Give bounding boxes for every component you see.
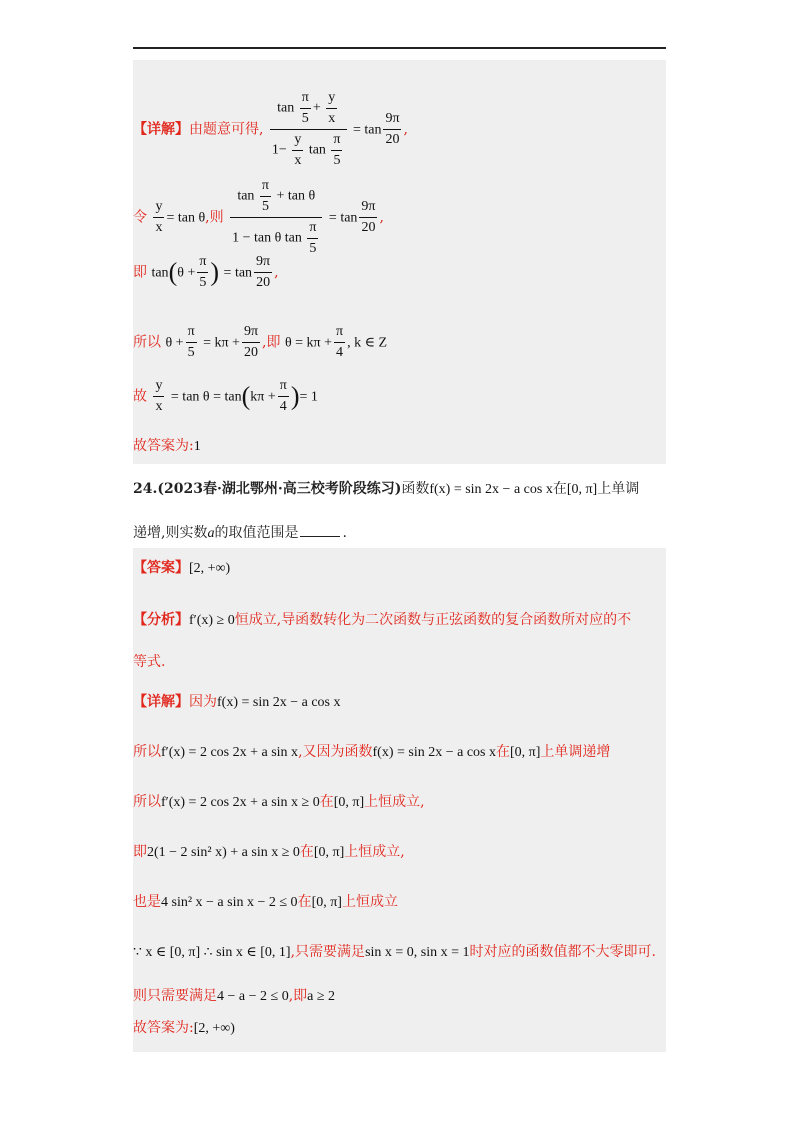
detail-label: 【详解】 bbox=[133, 121, 189, 138]
question-24: 24.(2023春·湖北鄂州·高三校考阶段练习)函数f(x) = sin 2x − a cos x在[0, π]上单调 bbox=[133, 481, 640, 497]
answer-blank bbox=[300, 536, 340, 537]
sol24-detail-1: 【详解】因为f(x) = sin 2x − a cos x bbox=[133, 694, 341, 710]
sol23-line-5: 故 $\frac{y}{x}$ = tan θ = tan(kπ + $\frac{\pi}{4}$ )= 1 bbox=[133, 376, 318, 417]
sol24-answer: 【答案】[2, +∞) bbox=[133, 560, 231, 576]
sol24-detail-7: 则只需要满足4 − a − 2 ≤ 0,即a ≥ 2 bbox=[133, 988, 336, 1004]
sol23-line-1: 【详解】由题意可得, tan $\frac{\pi}{5}$ + $\frac{y}{x}$ 1− $\frac{y}{x}$ tan $\frac{\pi}{5}$ = tan $\frac{9\pi}{20}$ , bbox=[133, 88, 408, 171]
sol24-analysis: 【分析】f′(x) ≥ 0恒成立,导函数转化为二次函数与正弦函数的复合函数所对应的不 bbox=[133, 612, 632, 628]
header-rule bbox=[133, 47, 666, 49]
sol24-detail-2: 所以f′(x) = 2 cos 2x + a sin x,又因为函数f(x) = sin 2x − a cos x在[0, π]上单调递增 bbox=[133, 744, 611, 760]
sol24-detail-6: ∵ x ∈ [0, π] ∴ sin x ∈ [0, 1],只需要满足sin x = 0, sin x = 1时对应的函数值都不大零即可. bbox=[133, 944, 656, 960]
fraction: tan $\frac{\pi}{5}$ + $\frac{y}{x}$ 1− $\frac{y}{x}$ tan $\frac{\pi}{5}$ bbox=[270, 88, 347, 171]
question-number: 24. bbox=[133, 481, 158, 497]
sol23-final-answer: 故答案为:1 bbox=[133, 438, 201, 454]
question-24-cont: 递增,则实数a的取值范围是 . bbox=[133, 525, 347, 541]
sol24-detail-3: 所以f′(x) = 2 cos 2x + a sin x ≥ 0在[0, π]上恒成立, bbox=[133, 794, 425, 810]
sol23-line-4: 所以 θ + $\frac{\pi}{5}$ = kπ + $\frac{9\pi}{20}$ ,即 θ = kπ + $\frac{\pi}{4}$ , k ∈ Z bbox=[133, 322, 387, 363]
sol24-detail-5: 也是4 sin² x − a sin x − 2 ≤ 0在[0, π]上恒成立 bbox=[133, 894, 398, 910]
question-source: (2023春·湖北鄂州·高三校考阶段练习) bbox=[157, 481, 402, 497]
sol23-line-3: 即 tan(θ + $\frac{\pi}{5}$ ) = tan $\frac{9\pi}{20}$ , bbox=[133, 252, 279, 293]
sol24-final-answer: 故答案为:[2, +∞) bbox=[133, 1020, 235, 1036]
sol23-line-2: 令 $\frac{y}{x}$ = tan θ,则 tan $\frac{\pi}{5}$ + tan θ 1 − tan θ tan $\frac{\pi}{5}$ = tan $\frac{9\pi}{20}$ , bbox=[133, 176, 384, 259]
sol24-detail-4: 即2(1 − 2 sin² x) + a sin x ≥ 0在[0, π]上恒成立, bbox=[133, 844, 405, 860]
sol24-analysis-cont: 等式. bbox=[133, 654, 166, 670]
